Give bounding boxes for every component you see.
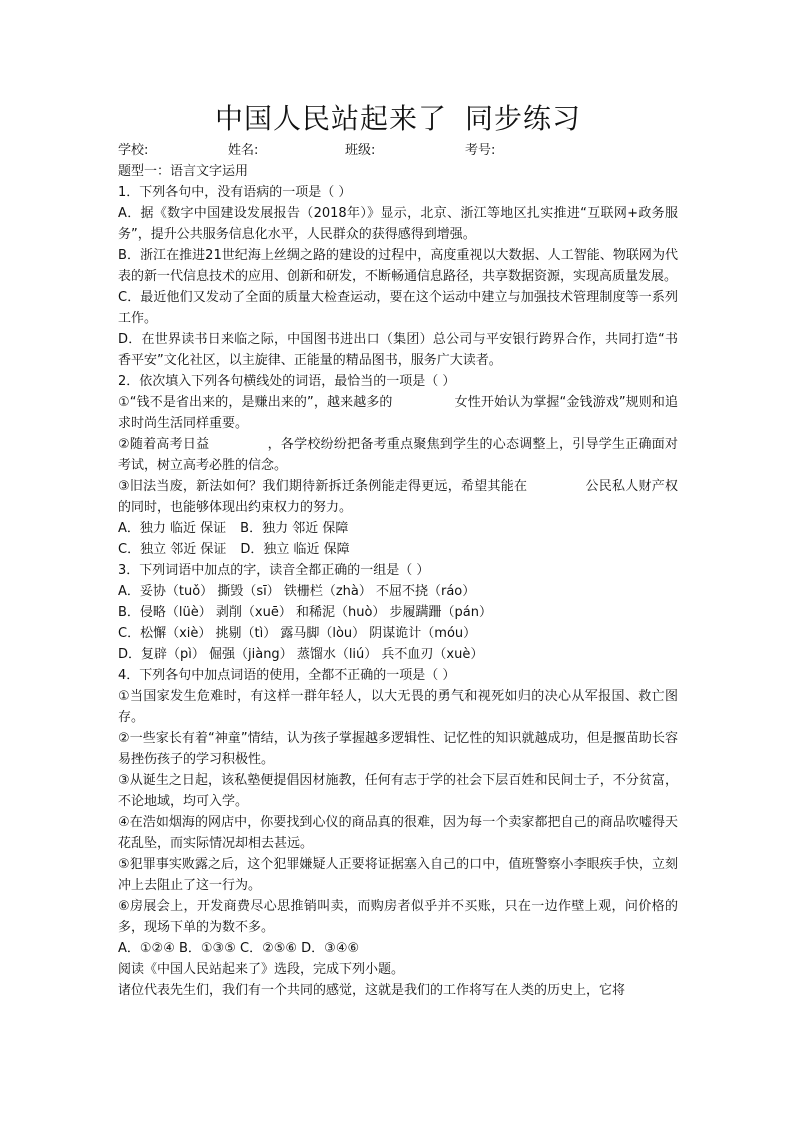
q1-stem: 1．下列各句中，没有语病的一项是（ ） (118, 185, 352, 200)
q2-sentence-3: ③旧法当废，新法如何？我们期待新拆迁条例能走得更远，希望其能在 公民私人财产权的同时，也能够体现出约束权力的努力。 (118, 479, 678, 515)
title-main: 中国人民站起来了 (214, 102, 447, 135)
q4-options: A．①②④ B．①③⑤ C．②⑤⑥ D．③④⑥ (118, 941, 360, 956)
q4-sentence-6: ⑥房展会上，开发商费尽心思推销叫卖，而购房者似乎并不买账，只在一边作壁上观，问价格的多，现场下单的为数不多。 (118, 899, 678, 935)
class-label: 班级: (345, 143, 376, 158)
q3-option-a: A．妥协（tuǒ） 撕毁（sī） 铁栅栏（zhà） 不屈不挠（ráo） (118, 584, 476, 599)
q4-stem: 4．下列各句中加点词语的使用，全都不正确的一项是（ ） (118, 668, 456, 683)
page-title (118, 100, 678, 138)
reading-intro: 阅读《中国人民站起来了》选段，完成下列小题。 (118, 962, 405, 977)
student-info-row (118, 140, 678, 161)
name-label: 姓名: (228, 143, 259, 158)
q2-sentence-1: ①“钱不是省出来的，是赚出来的”，越来越多的 女性开始认为掌握“金钱游戏”规则和追求时尚生活同样重要。 (118, 395, 678, 431)
q1-option-a: A．据《数字中国建设发展报告（2018年）》显示，北京、浙江等地区扎实推进“互联网+政务服务”，提升公共服务信息化水平，人民群众的获得感得到增强。 (118, 206, 678, 242)
title-sub: 同步练习 (465, 102, 582, 135)
q2-options-row-2: C．独立 邻近 保证 D．独立 临近 保障 (118, 542, 350, 557)
number-label: 考号: (465, 143, 496, 158)
q4-sentence-2: ②一些家长有着“神童”情结，认为孩子掌握越多逻辑性、记忆性的知识就越成功，但是揠苗助长容易挫伤孩子的学习积极性。 (118, 731, 678, 767)
q3-option-b: B．侵略（lüè） 剥削（xuē） 和稀泥（huò） 步履蹒跚（pán） (118, 605, 492, 620)
school-label: 学校: (118, 143, 149, 158)
q4-sentence-5: ⑤犯罪事实败露之后，这个犯罪嫌疑人正要将证据塞入自己的口中，值班警察小李眼疾手快，立刻冲上去阻止了这一行为。 (118, 857, 678, 893)
q3-option-c: C．松懈（xiè） 挑剔（tì） 露马脚（lòu） 阴谋诡计（móu） (118, 626, 477, 641)
q3-stem: 3．下列词语中加点的字，读音全都正确的一组是（ ） (118, 563, 430, 578)
q2-options-row-1: A．独力 临近 保证 B．独力 邻近 保障 (118, 521, 349, 536)
q2-sentence-2: ②随着高考日益 ，各学校纷纷把备考重点聚焦到学生的心态调整上，引导学生正确面对考试，树立高考必胜的信念。 (118, 437, 678, 473)
q1-option-c: C．最近他们又发动了全面的质量大检查运动，要在这个运动中建立与加强技术管理制度等一系列工作。 (118, 290, 678, 326)
q3-option-d: D．复辟（pì） 倔强（jiàng） 蒸馏水（liú） 兵不血刃（xuè） (118, 647, 484, 662)
q2-stem: 2．依次填入下列各句横线处的词语，最恰当的一项是（ ） (118, 374, 456, 389)
q1-option-b: B．浙江在推进21世纪海上丝绸之路的建设的过程中，高度重视以大数据、人工智能、物联网为代表的新一代信息技术的应用、创新和研发，不断畅通信息路径，共享数据资源，实现高质量发展。 (118, 248, 678, 284)
section-heading: 题型一：语言文字运用 (118, 164, 249, 179)
document-content (118, 100, 678, 1001)
q1-option-d: D．在世界读书日来临之际，中国图书进出口（集团）总公司与平安银行跨界合作，共同打造“书香平安”文化社区，以主旋律、正能量的精品图书，服务广大读者。 (118, 332, 678, 368)
q4-sentence-1: ①当国家发生危难时，有这样一群年轻人，以大无畏的勇气和视死如归的决心从军报国、救亡图存。 (118, 689, 678, 725)
q4-sentence-4: ④在浩如烟海的网店中，你要找到心仪的商品真的很难，因为每一个卖家都把自己的商品吹嘘得天花乱坠，而实际情况却相去甚远。 (118, 815, 678, 851)
reading-passage: 诸位代表先生们，我们有一个共同的感觉，这就是我们的工作将写在人类的历史上，它将 (118, 983, 626, 998)
q4-sentence-3: ③从诞生之日起，该私塾便提倡因材施教，任何有志于学的社会下层百姓和民间士子，不分贫富，不论地域，均可入学。 (118, 773, 678, 809)
